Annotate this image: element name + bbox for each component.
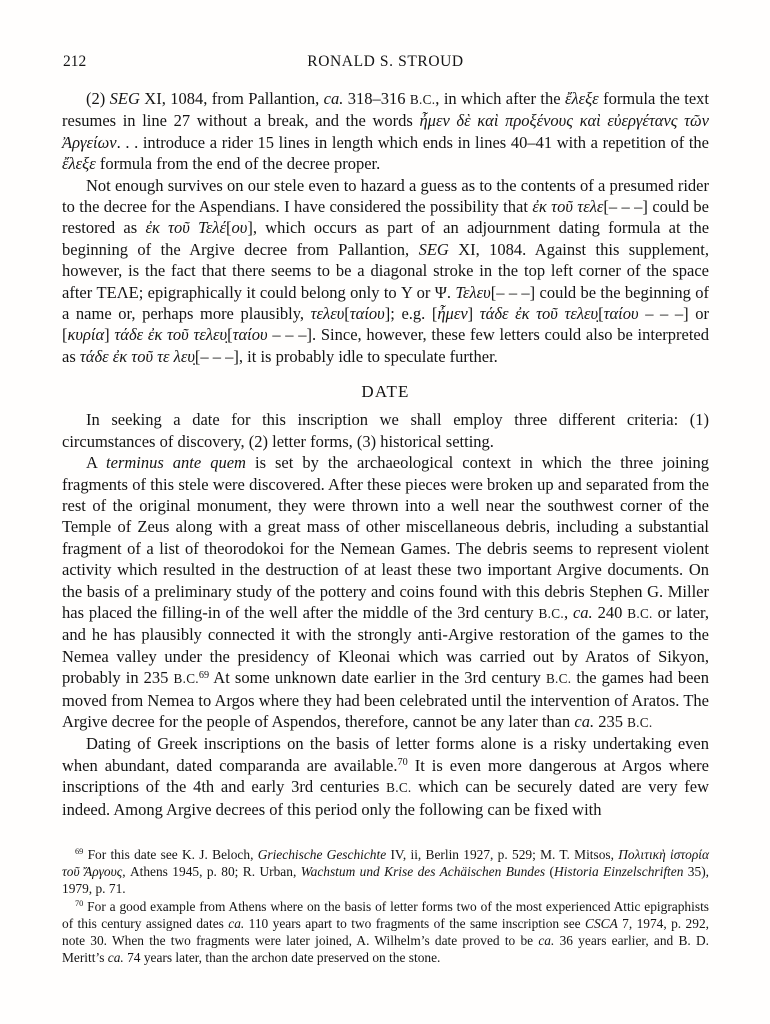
footnote-70: $^{70}$ For a good example from Athens where on the basis of letter forms two of the most experienced Attic epigraphists of this century assigned dates ca. 110 years apart to two fragments of the same inscription see CSCA 7, 1974, p. 292, note 30. When the two fragments were later joined, A. Wilhelm’s date proved to be ca. 36 years earlier, and B. D. Meritt’s ca. 74 years later, than the archon date preserved on the stone.: [62, 898, 709, 966]
paragraph-criteria: In seeking a date for this inscription we shall employ three different criteria: (1) circumstances of discovery, (2) letter forms, (3) historical setting.: [62, 410, 709, 451]
paragraph-seg-rider: (2) SEG XI, 1084, from Pallantion, ca. 318–316 B.C., in which after the ἔλεξε formula the text resumes in line 27 without a break, and the words ἦμεν δὲ καὶ προξένους καὶ εὐεργέτανς τῶν Ἀργείων. . . introduce a rider 15 lines in length which ends in lines 40–41 with a repetition of the ἔλεξε formula from the end of the decree proper.: [62, 89, 709, 174]
footnote-69: $^{69}$ For this date see K. J. Beloch, Griechische Geschichte IV, ii, Berlin 1927, p. 529; M. T. Mitsos, Πολιτικὴ ἱστορία τοῦ Ἄργους, Athens 1945, p. 80; R. Urban, Wachstum und Krise des Achäischen Bundes (Historia Einzelschriften 35), 1979, p. 71.: [62, 847, 710, 897]
paragraph-terminus-ante-quem: A terminus ante quem is set by the archaeological context in which the three joining fragments of this stele were discovered. After these pieces were broken up and separated from the rest of the original monument, they were thrown into a well near the southwest corner of the Temple of Zeus along with a great mass of other miscellaneous debris, including a substantial fragment of a list of theorodokoi for the Nemean Games. The debris seems to represent violent activity which resulted in the destruction of at least these two important Argive documents. On the basis of a preliminary study of the pottery and coins found with this debris Stephen G. Miller has placed the filling-in of the well after the middle of the 3rd century B.C., ca. 240 B.C. or later, and he has plausibly connected it with the strongly anti-Argive restoration of the games to the Nemea valley under the presidency of Kleonai which was carried out by Aratos of Sikyon, probably in 235 B.C.$^{69}$ At some unknown date earlier in the 3rd century B.C. the games had been moved from Nemea to Argos where they had been celebrated until the intervention of Aratos. The Argive decree for the people of Aspendos, therefore, cannot be any later than ca. 235 B.C.: [62, 453, 710, 731]
running-head: RONALD S. STROUD: [307, 53, 464, 70]
section-heading-date: DATE: [361, 382, 410, 402]
footnotes-section: [62, 846, 709, 966]
paragraph-rider-speculation: Not enough survives on our stele even to hazard a guess as to the contents of a presumed rider to the decree for the Aspendians. I have considered the possibility that ἐκ τοῦ τελε[– – –] could be restored as ἐκ τοῦ Τελέ[ου], which occurs as part of an adjournment dating formula at the beginning of the Argive decree from Pallantion, SEG XI, 1084. Against this supplement, however, is the fact that there seems to be a diagonal stroke in the top left corner of the space after ΤΕΛΕ; epigraphically it could belong only to Υ or Ψ. Τελευ[– – –] could be the beginning of a name or, perhaps more plausibly, τελευ[ταίου]; e.g. [ἦμεν] τάδε ἐκ τοῦ τελευ̣[ταίου – – –] or [κυρία] τάδε ἐκ τοῦ τελευ̣[ταίου – – –]. Since, however, these few letters could also be interpreted as τάδε ἐκ τοῦ τε λευ̣[– – –], it is probably idle to speculate further.: [62, 175, 710, 366]
page-number: 212: [63, 53, 87, 70]
page-body: [62, 88, 709, 820]
paragraph-letter-forms: Dating of Greek inscriptions on the basis of letter forms alone is a risky undertaking even when abundant, dated comparanda are available.$^{70}$ It is even more dangerous at Argos where inscriptions of the 4th and early 3rd centuries B.C. which can be securely dated are very few indeed. Among Argive decrees of this period only the following can be fixed with: [62, 734, 709, 819]
page-header: [62, 52, 709, 71]
